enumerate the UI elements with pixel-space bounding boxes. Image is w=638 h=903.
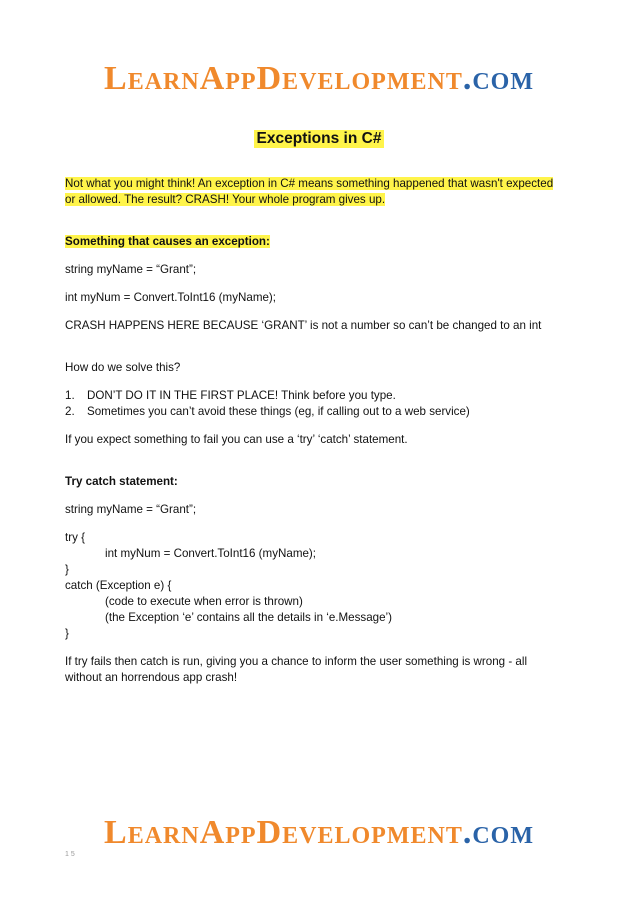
code-line: int myNum = Convert.ToInt16 (myName); — [105, 547, 317, 560]
page-number: 1 5 — [65, 851, 75, 858]
code-line: string myName = “Grant”; — [65, 263, 197, 276]
crash-note: CRASH HAPPENS HERE BECAUSE ‘GRANT’ is not a number so can’t be changed to an int — [65, 319, 542, 332]
intro-paragraph: Not what you might think! An exception in C# means something happened that wasn't expected or allowed. The result? CRASH! Your whole program gives up. — [65, 177, 554, 206]
summary-paragraph: If try fails then catch is run, giving you a chance to inform the user something is wrong - all without an horrendous app crash! — [65, 655, 528, 684]
code-line: } — [65, 627, 69, 640]
logo-footer: LEARNAPPDEVELOPMENT.COM — [104, 814, 534, 851]
code-line: (the Exception ‘e’ contains all the details in ‘e.Message’) — [105, 611, 392, 624]
list-item: 1. DON’T DO IT IN THE FIRST PLACE! Think before you type. — [65, 389, 396, 402]
list-item: 2. Sometimes you can’t avoid these things (eg, if calling out to a web service) — [65, 405, 470, 418]
document-body — [65, 176, 585, 686]
causes-heading: Something that causes an exception: — [65, 235, 270, 248]
code-line: int myNum = Convert.ToInt16 (myName); — [65, 291, 277, 304]
code-line: string myName = “Grant”; — [65, 503, 197, 516]
logo-header: LEARNAPPDEVELOPMENT.COM — [104, 60, 534, 97]
code-line: (code to execute when error is thrown) — [105, 595, 303, 608]
solve-question: How do we solve this? — [65, 361, 181, 374]
try-catch-heading: Try catch statement: — [65, 475, 178, 488]
code-line: try { — [65, 531, 85, 544]
page-title: Exceptions in C# — [254, 130, 385, 148]
code-line: catch (Exception e) { — [65, 579, 172, 592]
try-catch-note: If you expect something to fail you can use a ‘try’ ‘catch’ statement. — [65, 433, 408, 446]
code-line: } — [65, 563, 69, 576]
